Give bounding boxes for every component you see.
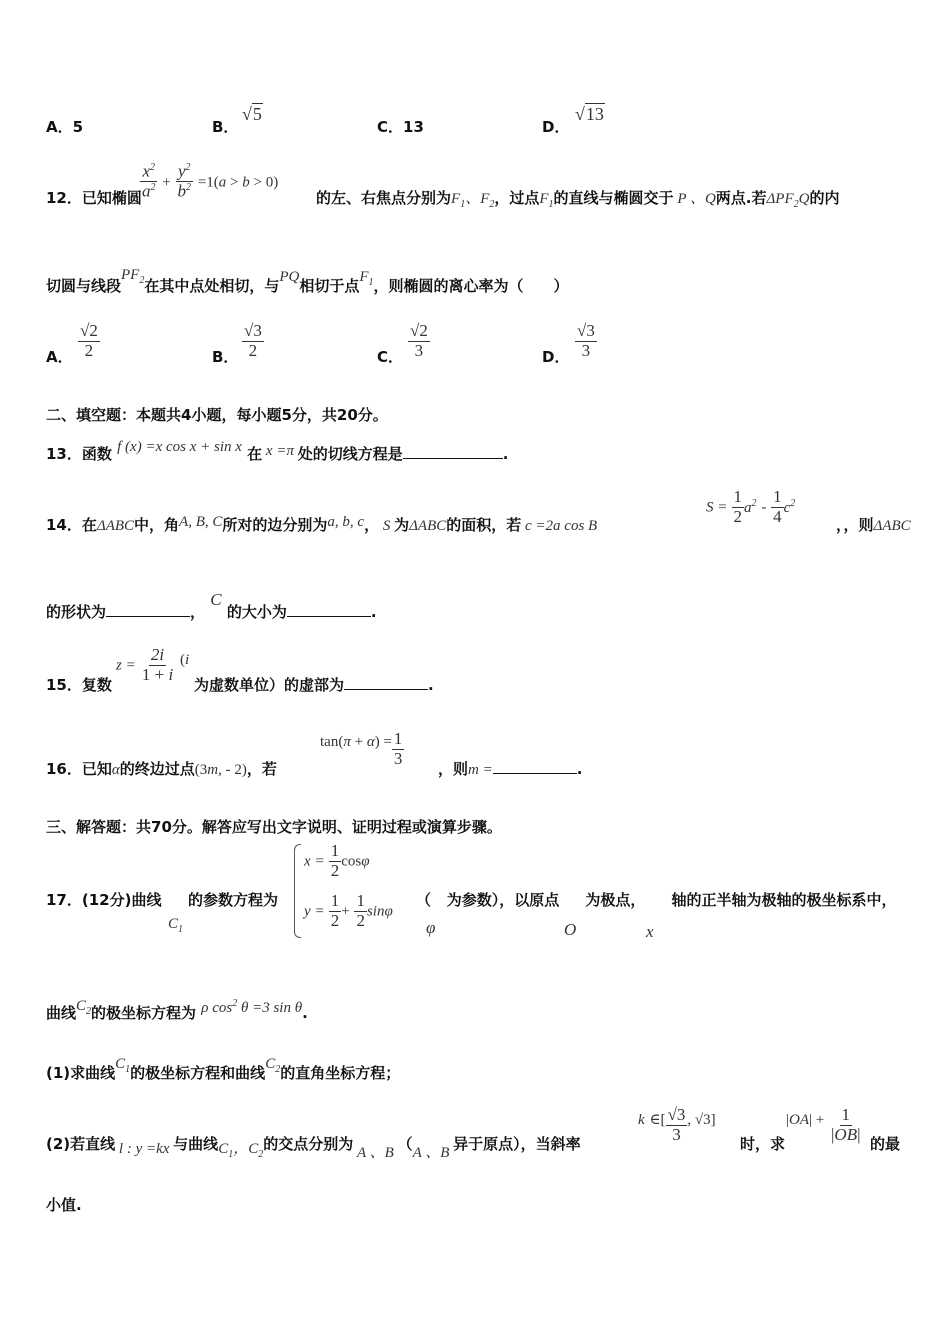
q11-option-b: B． bbox=[212, 118, 239, 136]
q17-line2: 曲线$C_2$的极坐标方程为 ρ $\cos^2 \theta =3$ sin θ. bbox=[46, 998, 308, 1022]
q17-phi: φ bbox=[426, 918, 436, 937]
q12-line1: 12．已知椭圆 bbox=[46, 189, 142, 207]
q14-area-formula: S = $\frac{1}{2}$ $a^2$ - $\frac{1}{4}$ $c^2$ bbox=[706, 487, 796, 526]
q17-part2-cont: 小值. bbox=[46, 1196, 82, 1214]
q17-param-x: x = $\frac{1}{2}$ cosφ bbox=[304, 841, 370, 880]
q12-ellipse-formula: $\frac{x^2}{a^2}$ + $\frac{y^2}{b^2}$ =1(a > b > 0) bbox=[142, 161, 279, 201]
q13: 13．函数 f (x) =x cos x + sin x 在 x =π 处的切线方程是 . bbox=[46, 439, 509, 463]
q11-option-a: A．5 bbox=[46, 118, 84, 136]
q12-line1b: 的左、右焦点分别为$F_1$、$F_2$，过点$F_1$的直线与椭圆交于 P 、Q两点.若$\Delta PF_2Q$的内 bbox=[316, 189, 840, 210]
q16-formula: tan(π + α) = $\frac{1}{3}$ bbox=[320, 729, 403, 768]
q12-option-c-value: $\frac{√2}{3}$ bbox=[410, 321, 428, 360]
q12-option-d: D． bbox=[542, 348, 570, 366]
q17-c1-label: $C_1$ bbox=[168, 916, 184, 935]
q14-line1: 14．在ΔABC中，角A, B, C所对的边分别为a, b, c， S 为ΔABC的面积，若 c =2a cos B bbox=[46, 514, 598, 534]
q11-option-c: C．13 bbox=[377, 118, 424, 136]
q12-option-b: B． bbox=[212, 348, 239, 366]
q17-part2: (2)若直线 l : y =kx 与曲线$C_1$，$C_2$的交点分别为 A 、B （A 、B 异于原点），当斜率 bbox=[46, 1135, 581, 1161]
section2-title: 二、填空题：本题共4小题，每小题5分，共20分。 bbox=[46, 406, 388, 424]
q12-option-b-value: $\frac{√3}{2}$ bbox=[244, 321, 262, 360]
q17-part1: (1)求曲线$C_1$的极坐标方程和曲线$C_2$的直角坐标方程； bbox=[46, 1056, 401, 1082]
q17-x-axis: x bbox=[646, 922, 654, 941]
q16-line-end: ，则m = . bbox=[438, 760, 583, 778]
q17-expression: |OA| + $\frac{1}{|OB|}$ bbox=[786, 1105, 861, 1144]
q12-option-d-value: $\frac{√3}{3}$ bbox=[577, 321, 595, 360]
q17-part2-end: 的最 bbox=[870, 1135, 901, 1153]
q17-part2-find: 时，求 bbox=[740, 1135, 786, 1153]
q17-line1: 17．(12分)曲线 bbox=[46, 891, 162, 909]
q17-line1b: 的参数方程为 bbox=[188, 891, 279, 909]
section3-title: 三、解答题：共70分。解答应写出文字说明、证明过程或演算步骤。 bbox=[46, 818, 502, 836]
q12-option-a-value: $\frac{√2}{2}$ bbox=[80, 321, 98, 360]
q15: 15．复数 bbox=[46, 676, 112, 694]
q12-line2: 切圆与线段$PF_2$在其中点处相切，与PQ相切于点$F_1$，则椭圆的离心率为（ ） bbox=[46, 267, 569, 295]
q12-option-a: A． bbox=[46, 348, 73, 366]
q17-line1c: （ 为参数），以原点 为极点， 轴的正半轴为极轴的极坐标系中， bbox=[416, 891, 897, 909]
q17-slope-range: k ∈[ $\frac{√3}{3}$ , √3] bbox=[638, 1105, 716, 1144]
q16: 16．已知α的终边过点(3m, - 2)，若 bbox=[46, 760, 277, 778]
q15-line-end: 为虚数单位）的虚部为 . bbox=[194, 676, 434, 694]
q14-line2: 的形状为 ， C 的大小为 . bbox=[46, 590, 377, 621]
q11-option-b-value: √5 bbox=[242, 104, 262, 124]
q11-option-d-value: √13 bbox=[575, 104, 604, 124]
q17-param-y: y = $\frac{1}{2}$ + $\frac{1}{2}$ sinφ bbox=[304, 891, 393, 930]
q17-brace bbox=[294, 844, 301, 938]
q14-line1-end: ，，则ΔABC bbox=[836, 516, 911, 534]
q11-option-d: D． bbox=[542, 118, 570, 136]
q15-formula: z = $\frac{2i}{1 + i}$ (i bbox=[116, 645, 190, 684]
q12-option-c: C． bbox=[377, 348, 404, 366]
q17-origin-o: O bbox=[564, 920, 577, 939]
